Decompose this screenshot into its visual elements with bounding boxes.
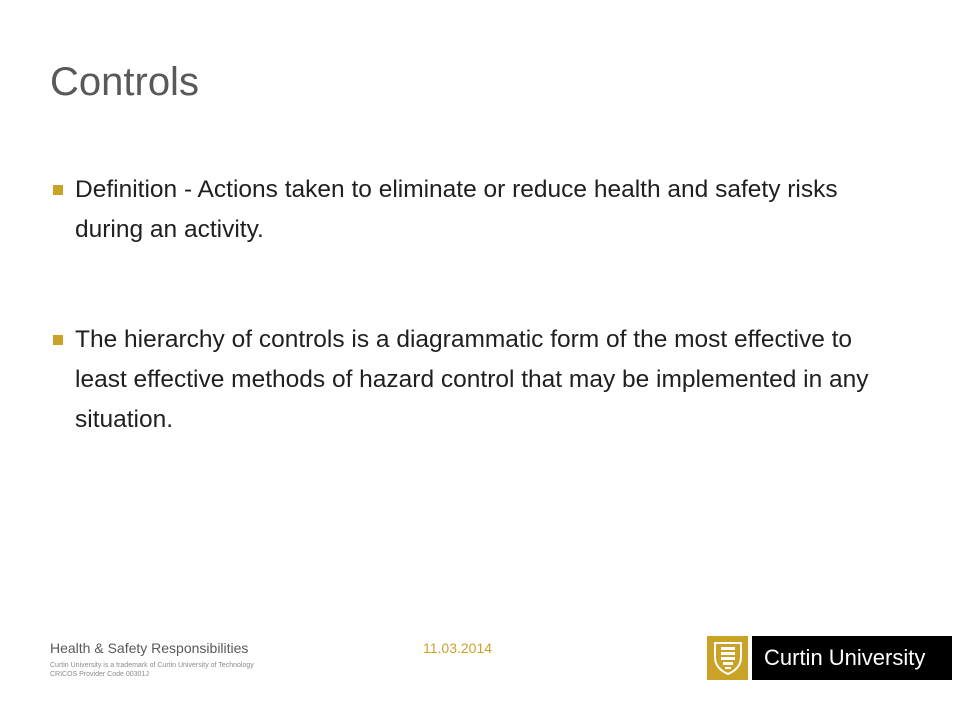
cricos-code: CRICOS Provider Code 00301J — [50, 671, 149, 678]
square-bullet-icon — [53, 335, 63, 345]
bullet-text: The hierarchy of controls is a diagrammatic form of the most effective to least effective methods of hazard control that may be implemented in any situation. — [75, 326, 869, 433]
curtin-university-logo — [707, 636, 952, 680]
trademark-notice: Curtin University is a trademark of Curtin University of Technology — [50, 662, 254, 669]
footer-legal-text — [50, 661, 254, 679]
bullet-item-hierarchy — [50, 320, 910, 440]
footer-presentation-title: Health & Safety Responsibilities — [50, 640, 249, 656]
square-bullet-icon — [53, 185, 63, 195]
footer-date: 11.03.2014 — [423, 640, 493, 656]
bullet-list — [50, 170, 910, 440]
bullet-item-definition — [50, 170, 910, 250]
bullet-text: Definition - Actions taken to eliminate or reduce health and safety risks during an activity. — [75, 176, 838, 243]
crest-icon — [707, 636, 748, 680]
logo-wordmark: Curtin University — [752, 636, 952, 680]
slide-title: Controls — [50, 60, 199, 104]
